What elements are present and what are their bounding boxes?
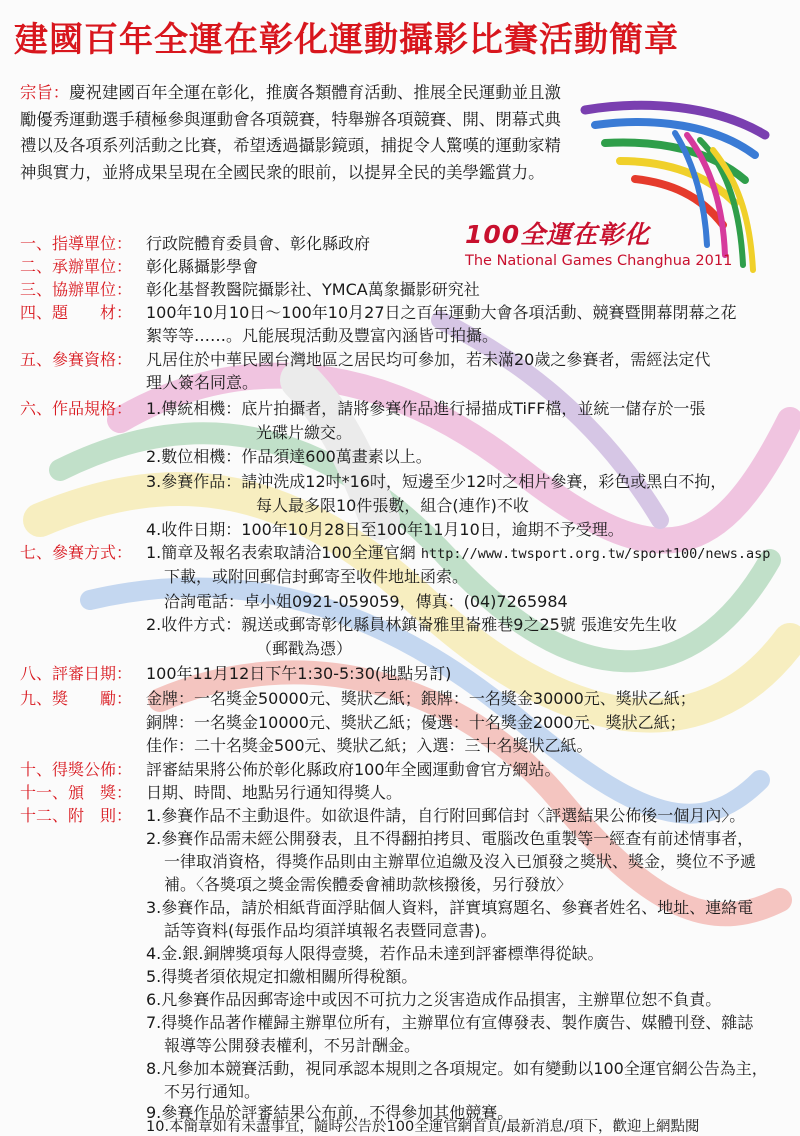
section-12 <box>20 803 746 826</box>
section-1 <box>20 231 371 254</box>
section-10-label: 十、得獎公佈： <box>20 760 133 779</box>
section-6-item-3a: 3.參賽作品：請沖洗成12吋*16吋，短邊至少12吋之相片參賽，彩色或黑白不拘， <box>146 472 727 491</box>
section-2-label: 二、承辦單位： <box>20 257 133 276</box>
section-9-line-3: 佳作：二十名獎金500元、獎狀乙紙；入選：三十名獎狀乙紙。 <box>146 736 593 755</box>
section-12-line-11: 報導等公開發表權利，不另計酬金。 <box>164 1036 421 1055</box>
section-4-text-2: 絮等等……。凡能展現活動及豐富內涵皆可拍攝。 <box>146 326 499 345</box>
section-6-item-3b: 每人最多限10件張數，組合(連作)不收 <box>256 496 529 515</box>
section-11-label: 十一、頒 獎： <box>20 783 133 802</box>
section-8-label: 八、評審日期： <box>20 664 133 683</box>
official-site-link[interactable]: http://www.twsport.org.tw/sport100/news.asp <box>420 546 771 562</box>
section-5-text-2: 理人簽名同意。 <box>146 373 259 392</box>
section-1-text: 行政院體育委員會、彰化縣政府 <box>146 234 371 253</box>
intro-paragraph <box>20 80 568 186</box>
section-6 <box>20 396 706 419</box>
section-12-line-6: 話等資料(每張作品均須詳填報名表暨同意書)。 <box>164 921 497 940</box>
section-5-text-1: 凡居住於中華民國台灣地區之居民均可參加，若未滿20歲之參賽者，需經法定代 <box>146 350 711 369</box>
section-3-text: 彰化基督教醫院攝影社、YMCA萬象攝影研究社 <box>146 280 480 299</box>
section-6-item-1b: 光碟片繳交。 <box>256 423 353 442</box>
section-12-line-14: 9.參賽作品於評審結果公布前，不得參加其他競賽。 <box>146 1103 514 1122</box>
section-10 <box>20 757 561 780</box>
section-8-text: 100年11月12日下午1:30-5:30(地點另訂) <box>146 664 452 683</box>
section-12-line-4: 補。〈各獎項之獎金需俟體委會補助款核撥後，另行發放〉 <box>164 875 573 894</box>
section-12-line-13: 不另行通知。 <box>164 1082 261 1101</box>
section-7-line-1: 1.簡章及報名表索取請洽100全運官網 <box>146 543 416 562</box>
section-6-item-1a: 1.傳統相機：底片拍攝者，請將參賽作品進行掃描成TiFF檔，並統一儲存於一張 <box>146 399 706 418</box>
section-9-label: 九、獎 勵： <box>20 689 133 708</box>
section-12-line-12: 8.凡參加本競賽活動，視同承認本規則之各項規定。如有變動以100全運官網公告為主， <box>146 1059 768 1078</box>
section-12-line-8: 5.得獎者須依規定扣繳相關所得稅額。 <box>146 967 418 986</box>
section-9-line-2: 銅牌：一名獎金10000元、獎狀乙紙；優選：十名獎金2000元、獎狀乙紙； <box>146 713 686 732</box>
section-12-line-7: 4.金.銀.銅牌獎項每人限得壹獎，若作品未達到評審標準得從缺。 <box>146 944 604 963</box>
section-5-label: 五、參賽資格： <box>20 350 133 369</box>
section-11 <box>20 780 403 803</box>
section-6-item-4: 4.收件日期：100年10月28日至100年11月10日，逾期不予受理。 <box>146 520 624 539</box>
section-12-label: 十二、附 則： <box>20 806 133 825</box>
section-3 <box>20 277 480 300</box>
section-7-contact: 洽詢電話：卓小姐0921-059059，傳真：(04)7265984 <box>164 592 568 611</box>
section-5 <box>20 347 711 370</box>
section-12-line-2: 2.參賽作品需未經公開發表，且不得翻拍拷貝、電腦改色重製等一經查有前述情事者， <box>146 829 754 848</box>
section-12-line-9: 6.凡參賽作品因郵寄途中或因不可抗力之災害造成作品損害，主辦單位恕不負責。 <box>146 990 722 1009</box>
section-9 <box>20 686 696 709</box>
section-4-label: 四、題 材： <box>20 303 133 322</box>
section-12-line-3: 一律取消資格，得獎作品則由主辦單位追繳及沒入已頒發之獎狀、獎金，獎位不予遞 <box>164 852 757 871</box>
section-9-line-1: 金牌：一名獎金50000元、獎狀乙紙；銀牌：一名獎金30000元、獎狀乙紙； <box>146 689 696 708</box>
section-11-text: 日期、時間、地點另行通知得獎人。 <box>146 783 403 802</box>
section-7-line-4: 2.收件方式：親送或郵寄彰化縣員林鎮崙雅里崙雅巷9之25號 張進安先生收 <box>146 615 677 634</box>
section-8 <box>20 661 452 684</box>
section-1-label: 一、指導單位： <box>20 234 133 253</box>
intro-text: 慶祝建國百年全運在彰化，推廣各類體育活動、推展全民運動並且激勵優秀運動選手積極參與運動會各項競賽，特舉辦各項競賽、開、閉幕式典禮以及各項系列活動之比賽，希望透過攝影鏡頭，捕捉令人驚嘆的運動家精神與實力，並將成果呈現在全國民衆的眼前，以提昇全民的美學鑑賞力。 <box>20 83 561 182</box>
section-7 <box>20 540 771 563</box>
logo-text <box>465 215 732 269</box>
section-12-line-10: 7.得獎作品著作權歸主辦單位所有，主辦單位有宣傳發表、製作廣告、媒體刊登、雜誌 <box>146 1013 754 1032</box>
section-4-text-1: 100年10月10日～100年10月27日之百年運動大會各項活動、競賽暨開幕閉幕之花 <box>146 303 737 322</box>
logo-main-text: 100全運在彰化 <box>465 220 651 249</box>
logo-sub-text: The National Games Changhua 2011 <box>465 253 733 269</box>
section-2 <box>20 254 259 277</box>
section-2-text: 彰化縣攝影學會 <box>146 257 259 276</box>
section-4 <box>20 300 737 323</box>
section-12-line-5: 3.參賽作品，請於相紙背面浮貼個人資料，詳實填寫題名、參賽者姓名、地址、連絡電 <box>146 898 754 917</box>
section-7-line-5: （郵戳為憑） <box>256 639 353 658</box>
section-3-label: 三、協辦單位： <box>20 280 133 299</box>
page-title: 建國百年全運在彰化運動攝影比賽活動簡章 <box>14 20 679 60</box>
section-7-label: 七、參賽方式： <box>20 543 133 562</box>
intro-label: 宗旨： <box>20 83 70 102</box>
section-10-text: 評審結果將公佈於彰化縣政府100年全國運動會官方網站。 <box>146 760 561 779</box>
section-12-line-15: 10.本簡章如有未盡事宜，隨時公告於100全運官網首頁/最新消息/項下，歡迎上網點閱 <box>146 1119 700 1135</box>
section-6-label: 六、作品規格： <box>20 399 133 418</box>
section-6-item-2: 2.數位相機：作品須達600萬畫素以上。 <box>146 447 432 466</box>
section-7-line-2: 下載，或附回郵信封郵寄至收件地址函索。 <box>164 567 469 586</box>
section-12-line-1: 1.參賽作品不主動退件。如欲退件請，自行附回郵信封〈評選結果公佈後一個月內〉。 <box>146 806 746 825</box>
